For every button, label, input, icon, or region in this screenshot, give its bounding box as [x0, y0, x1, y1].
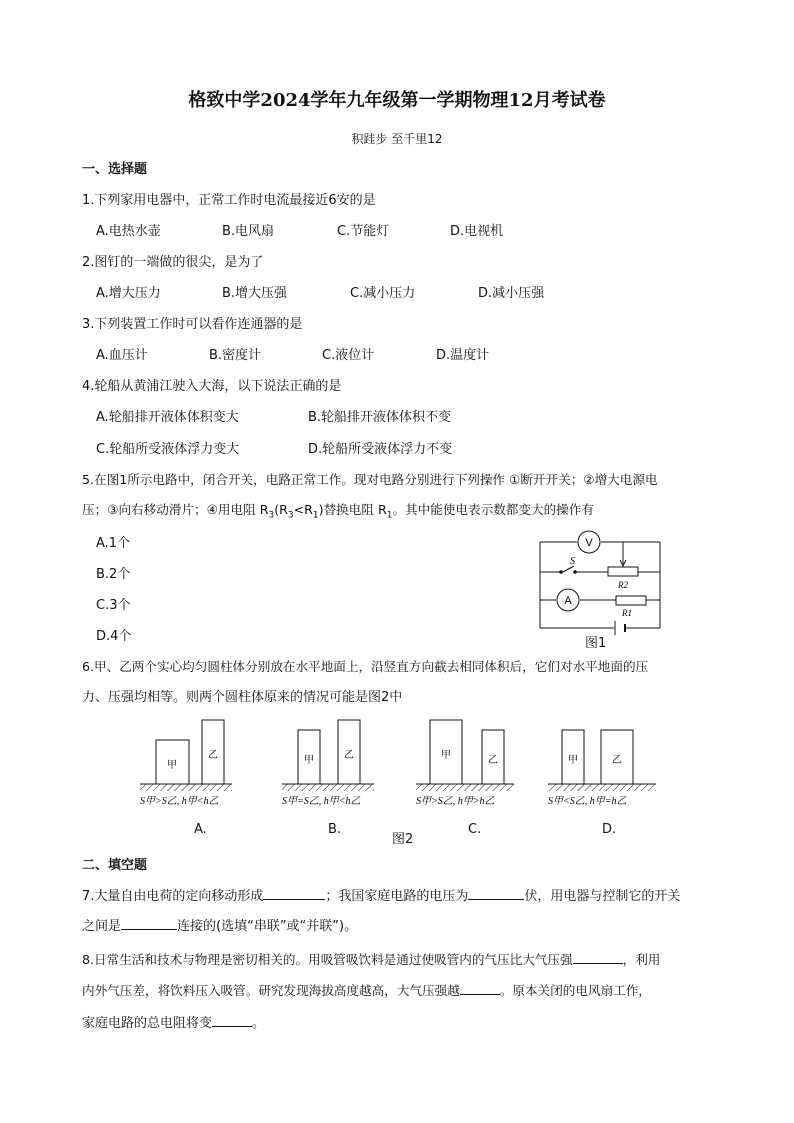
q1-option-d: D.电视机 [450, 224, 504, 239]
q8-line3: 家庭电路的总电阻将变 。 [82, 1016, 266, 1031]
panel-d-jia: 甲 [568, 755, 578, 766]
q7-blank-3[interactable] [121, 917, 177, 930]
q1-stem: 1.下列家用电器中，正常工作时电流最接近6安的是 [82, 193, 376, 208]
panel-d-relation: S甲<S乙, h甲=h乙 [548, 796, 627, 807]
panel-d-yi: 乙 [612, 755, 622, 766]
q7-blank-1[interactable] [263, 887, 325, 900]
panel-a-jia: 甲 [167, 760, 177, 771]
figure-2 [140, 712, 670, 812]
q4-option-a: A.轮船排开液体体积变大 [96, 410, 239, 425]
q4-option-c: C.轮船所受液体浮力变大 [96, 442, 240, 457]
q2-stem: 2.图钉的一端做的很尖，是为了 [82, 255, 264, 270]
q2-option-a: A.增大压力 [96, 286, 161, 301]
q5-option-b: B.2个 [96, 567, 131, 582]
q7-line1: 7.大量自由电荷的定向移动形成 ；我国家庭电路的电压为 伏，用电器与控制它的开关 [82, 889, 681, 904]
figure-1-caption: 图1 [585, 636, 607, 651]
figure-2-panel-c [416, 720, 514, 807]
q6-option-d: D. [602, 822, 617, 837]
panel-b-yi: 乙 [344, 750, 354, 761]
q4-option-d: D.轮船所受液体浮力不变 [308, 442, 453, 457]
q5-option-c: C.3个 [96, 598, 131, 613]
q4-option-b: B.轮船排开液体体积不变 [308, 410, 452, 425]
r1-label: R1 [622, 608, 632, 618]
q8-blank-3[interactable] [212, 1014, 252, 1027]
q6-option-b: B. [328, 822, 342, 837]
panel-c-yi: 乙 [488, 755, 498, 766]
q8-blank-2[interactable] [460, 982, 500, 995]
page-title: 格致中学2024学年九年级第一学期物理12月考试卷 [188, 90, 606, 111]
q2-option-c: C.减小压力 [350, 286, 416, 301]
q6-stem-line1: 6.甲、乙两个实心均匀圆柱体分别放在水平地面上，沿竖直方向截去相同体积后，它们对水平地面的压 [82, 659, 649, 674]
panel-c-relation: S甲>S乙, h甲>h乙 [416, 796, 495, 807]
q5-option-a: A.1个 [96, 536, 131, 551]
q1-option-b: B.电风扇 [222, 224, 275, 239]
q3-option-b: B.密度计 [209, 348, 262, 363]
panel-a-yi: 乙 [208, 750, 218, 761]
ammeter-label: A [564, 595, 572, 607]
q3-option-d: D.温度计 [436, 348, 490, 363]
panel-a-relation: S甲>S乙, h甲<h乙 [140, 796, 219, 807]
section-fill: 二、填空题 [82, 858, 148, 873]
q8-line1: 8.日常生活和技术与物理是密切相关的。用吸管吸饮料是通过使吸管内的气压比大气压强 ，利用 [82, 952, 661, 967]
q4-stem: 4.轮船从黄浦江驶入大海，以下说法正确的是 [82, 379, 342, 394]
q6-option-a: A. [194, 822, 207, 837]
q5-stem-line2: 压；③向右移动滑片；④用电阻 $R_3(R_3<R_1)$替换电阻 $R_1$。其中能使电表示数都变大的操作有 [82, 502, 594, 521]
voltmeter-label: V [585, 537, 593, 549]
switch-label: S [570, 556, 575, 567]
panel-b-jia: 甲 [304, 755, 314, 766]
figure-2-caption: 图2 [392, 832, 414, 847]
figure-2-panel-a [140, 720, 232, 807]
q1-option-c: C.节能灯 [337, 224, 390, 239]
page-subtitle: 积跬步 至千里12 [351, 132, 443, 146]
q3-option-c: C.液位计 [322, 348, 375, 363]
q8-line2: 内外气压差，将饮料压入吸管。研究发现海拔高度越高，大气压强越 。原本关闭的电风扇工作， [82, 983, 651, 998]
q7-line2: 之间是 连接的(选填“串联”或“并联”)。 [82, 919, 358, 934]
r2-label: R2 [618, 580, 628, 590]
section-choice: 一、选择题 [82, 162, 148, 177]
figure-2-panel-b [282, 720, 374, 807]
q2-option-d: D.减小压强 [478, 286, 545, 301]
q2-option-b: B.增大压强 [222, 286, 288, 301]
q7-blank-2[interactable] [468, 887, 524, 900]
q1-option-a: A.电热水壶 [96, 224, 161, 239]
q6-stem-line2: 力、压强均相等。则两个圆柱体原来的情况可能是图2中 [82, 690, 403, 705]
q8-blank-1[interactable] [573, 951, 623, 964]
figure-2-panel-d [548, 730, 656, 807]
q3-option-a: A.血压计 [96, 348, 148, 363]
q3-stem: 3.下列装置工作时可以看作连通器的是 [82, 317, 303, 332]
q5-option-d: D.4个 [96, 629, 132, 644]
panel-b-relation: S甲=S乙, h甲<h乙 [282, 796, 361, 807]
panel-c-jia: 甲 [441, 750, 451, 761]
q6-option-c: C. [468, 822, 482, 837]
q5-stem-line1: 5.在图1所示电路中，闭合开关，电路正常工作。现对电路分别进行下列操作 ①断开开关；②增大电源电 [82, 472, 658, 487]
